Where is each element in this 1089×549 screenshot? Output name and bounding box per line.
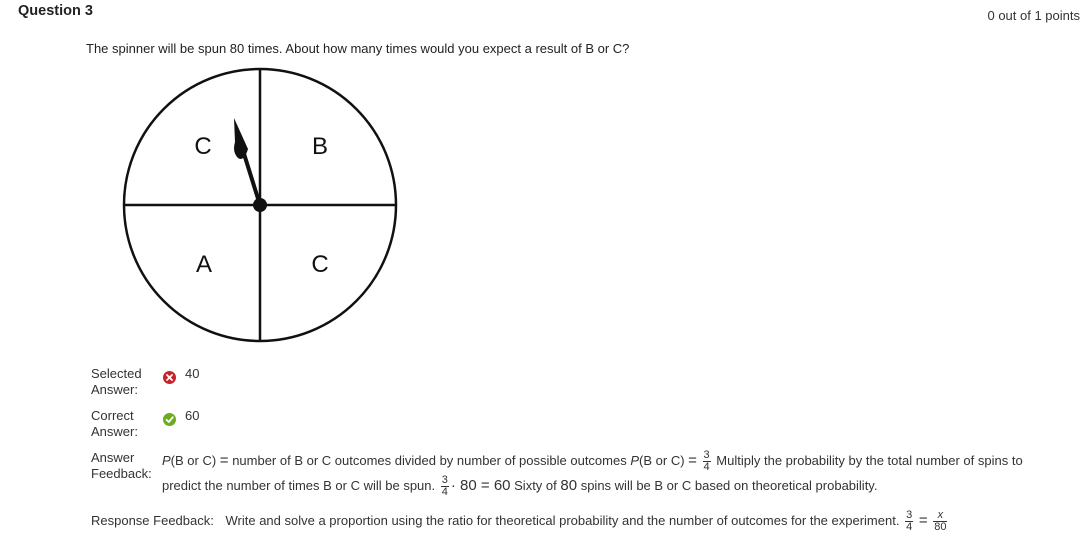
feedback-conclusion: spins will be B or C based on theoretical probability. xyxy=(580,478,878,494)
section-bottom-right-label: C xyxy=(311,251,329,278)
feedback-sixty-text: Sixty of xyxy=(514,478,557,494)
response-feedback-label: Response Feedback: xyxy=(91,512,214,528)
answer-feedback-label: Answer Feedback: xyxy=(91,450,152,481)
response-fraction-three-fourths: $\frac{3}{4}$ xyxy=(906,509,913,533)
response-feedback-text: Write and solve a proportion using the ratio for theoretical probability and the number of outcomes for the experiment. xyxy=(225,512,900,528)
spinner-pivot xyxy=(253,198,267,212)
spinner-diagram xyxy=(118,66,408,348)
prob-p-symbol-2: P xyxy=(630,453,640,468)
correct-check-icon xyxy=(163,413,176,426)
question-text: The spinner will be spun 80 times. About how many times would you expect a result of B or C? xyxy=(86,41,630,56)
prob-event-2: (B or C) xyxy=(639,453,685,468)
response-fraction-x-over-80: $\frac{x}{80}$ xyxy=(934,509,947,533)
section-bottom-left-label: A xyxy=(195,251,213,278)
spinner-arrow xyxy=(234,118,267,212)
selected-answer-value: 40 xyxy=(185,366,200,381)
fraction-three-fourths: $\frac{3}{4}$ xyxy=(703,449,710,474)
feedback-definition: number of B or C outcomes divided by number of possible outcomes xyxy=(232,453,627,468)
incorrect-x-icon xyxy=(163,371,176,384)
answer-feedback-text xyxy=(162,448,1062,498)
section-top-right-label: B xyxy=(311,133,329,160)
equals-sign-2: = xyxy=(688,452,697,469)
fraction-three-fourths-2: $\frac{3}{4}$ xyxy=(441,474,448,499)
correct-answer-label: Correct Answer: xyxy=(91,408,138,439)
selected-answer-label: Selected Answer: xyxy=(91,366,142,397)
question-title: Question 3 xyxy=(18,3,93,19)
correct-answer-value: 60 xyxy=(185,408,200,423)
question-points: 0 out of 1 points xyxy=(987,8,1080,23)
equals-sign: = xyxy=(219,452,229,469)
prob-p-symbol: P xyxy=(162,453,171,468)
response-feedback-row xyxy=(91,510,949,533)
number-80: 80 xyxy=(560,477,578,495)
calculation: · 80 = 60 xyxy=(450,477,511,495)
feedback-multiply-text: Multiply the probability by the total number of spins to predict the number of times B or C will be spun. xyxy=(162,453,1023,494)
prob-event: (B or C) xyxy=(170,453,217,468)
response-equals-sign: = xyxy=(918,511,928,529)
section-top-left-label: C xyxy=(194,133,212,160)
